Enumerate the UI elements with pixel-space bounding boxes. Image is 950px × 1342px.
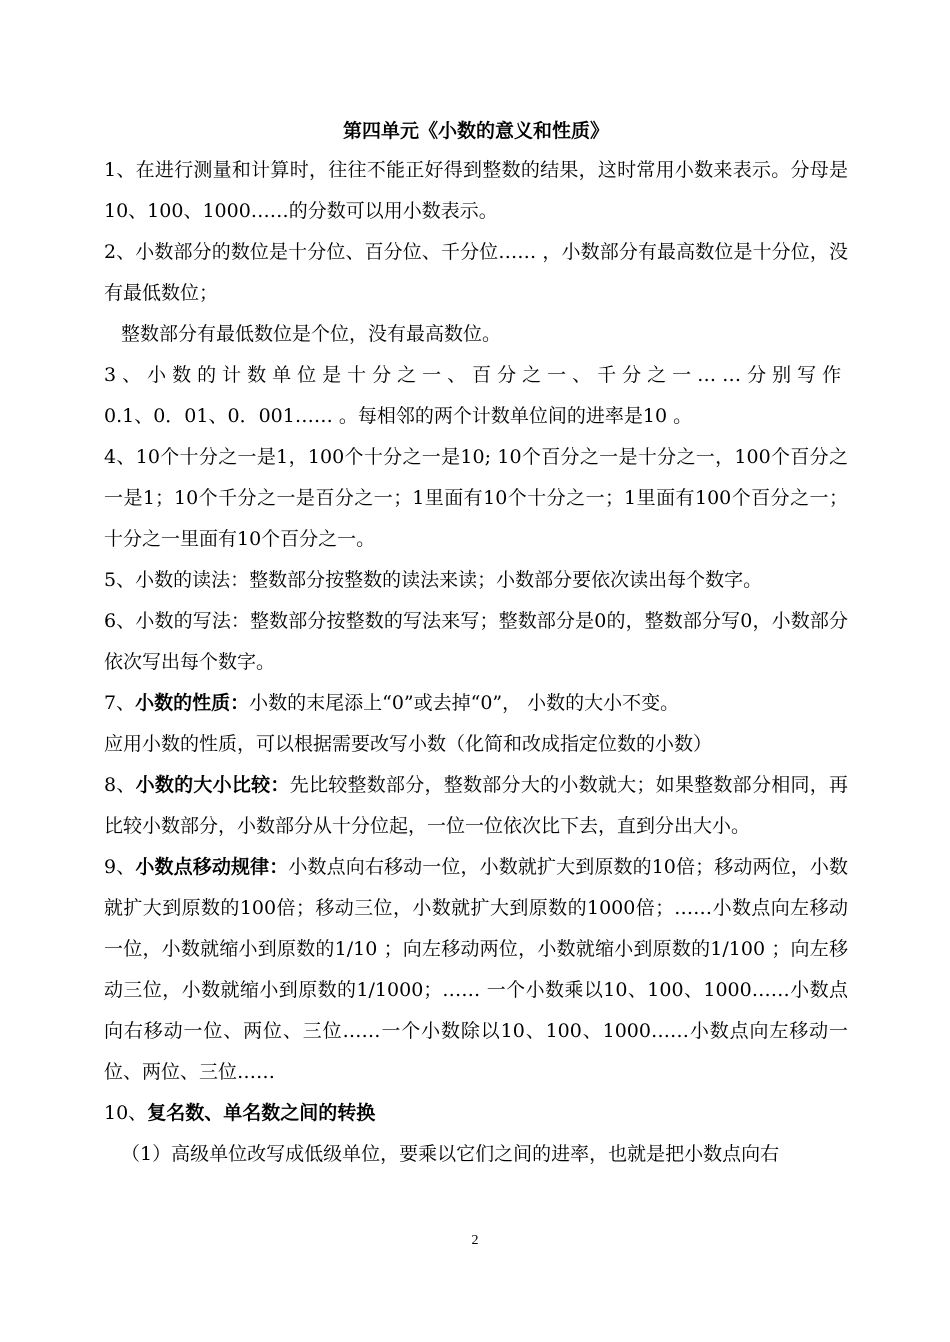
document-page: [104, 116, 848, 1175]
page-title: 第四单元《小数的意义和性质》: [342, 120, 609, 142]
paragraph-1: 1、在进行测量和计算时，往往不能正好得到整数的结果，这时常用小数来表示。分母是10、100、1000……的分数可以用小数表示。: [104, 159, 848, 222]
paragraph-10: [104, 1093, 848, 1134]
paragraph-7-number: 7、: [104, 692, 136, 714]
page-number: 2: [471, 1233, 479, 1248]
paragraph-6: 6、小数的写法：整数部分按整数的写法来写；整数部分是0的，整数部分写0，小数部分依次写出每个数字。: [104, 610, 848, 673]
paragraph-9: [104, 847, 848, 1093]
paragraph-3-continued: 0.1、0．01、0．001…… 。每相邻的两个计数单位间的进率是10 。: [104, 405, 693, 427]
paragraph-8-number: 8、: [104, 774, 136, 796]
paragraph-7-body: 小数的末尾添上“0”或去掉“0”， 小数的大小不变。: [249, 692, 680, 714]
paragraph-3: 3、小数的计数单位是十分之一、百分之一、千分之一……分别写作: [104, 364, 848, 386]
paragraph-9-number: 9、: [104, 856, 136, 878]
paragraph-10-heading: 复名数、单名数之间的转换: [147, 1102, 376, 1124]
paragraph-7-continued: 应用小数的性质，可以根据需要改写小数（化简和改成指定位数的小数）: [104, 733, 713, 755]
paragraph-9-body: 小数点向右移动一位，小数就扩大到原数的10倍；移动两位，小数就扩大到原数的100倍；移动三位，小数就扩大到原数的1000倍；……小数点向左移动一位，小数就缩小到原数的1/10 ；向左移动两位，小数就缩小到原数的1/100 ；向左移动三位，小数就缩小到原数的1/1000；…… 一个小数乘以10、100、1000……小数点向右移动一位、两位、三位……一个小数除以10、100、1000……小数点向左移动一位、两位、三位……: [104, 856, 848, 1083]
paragraph-7-heading: 小数的性质：: [135, 692, 250, 714]
paragraph-4: 4、10个十分之一是1，100个十分之一是10; 10个百分之一是十分之一，100个百分之一是1；10个千分之一是百分之一；1里面有10个十分之一；1里面有100个百分之一；十分之一里面有10个百分之一。: [104, 446, 848, 550]
paragraph-2: 2、小数部分的数位是十分位、百分位、千分位…… ，小数部分有最高数位是十分位，没有最低数位；: [104, 241, 848, 304]
paragraph-10-item-1: （1）高级单位改写成低级单位，要乘以它们之间的进率，也就是把小数点向右: [121, 1143, 780, 1165]
paragraph-8: [104, 765, 848, 847]
paragraph-8-body: 先比较整数部分，整数部分大的小数就大；如果整数部分相同，再比较小数部分，小数部分从十分位起，一位一位依次比下去，直到分出大小。: [104, 774, 848, 837]
paragraph-7: [104, 683, 848, 724]
paragraph-2-continued: 整数部分有最低数位是个位，没有最高数位。: [121, 323, 502, 345]
paragraph-9-heading: 小数点移动规律：: [135, 856, 289, 878]
paragraph-8-heading: 小数的大小比较：: [135, 774, 290, 796]
paragraph-10-number: 10、: [104, 1102, 148, 1124]
paragraph-5: 5、小数的读法：整数部分按整数的读法来读；小数部分要依次读出每个数字。: [104, 569, 763, 591]
